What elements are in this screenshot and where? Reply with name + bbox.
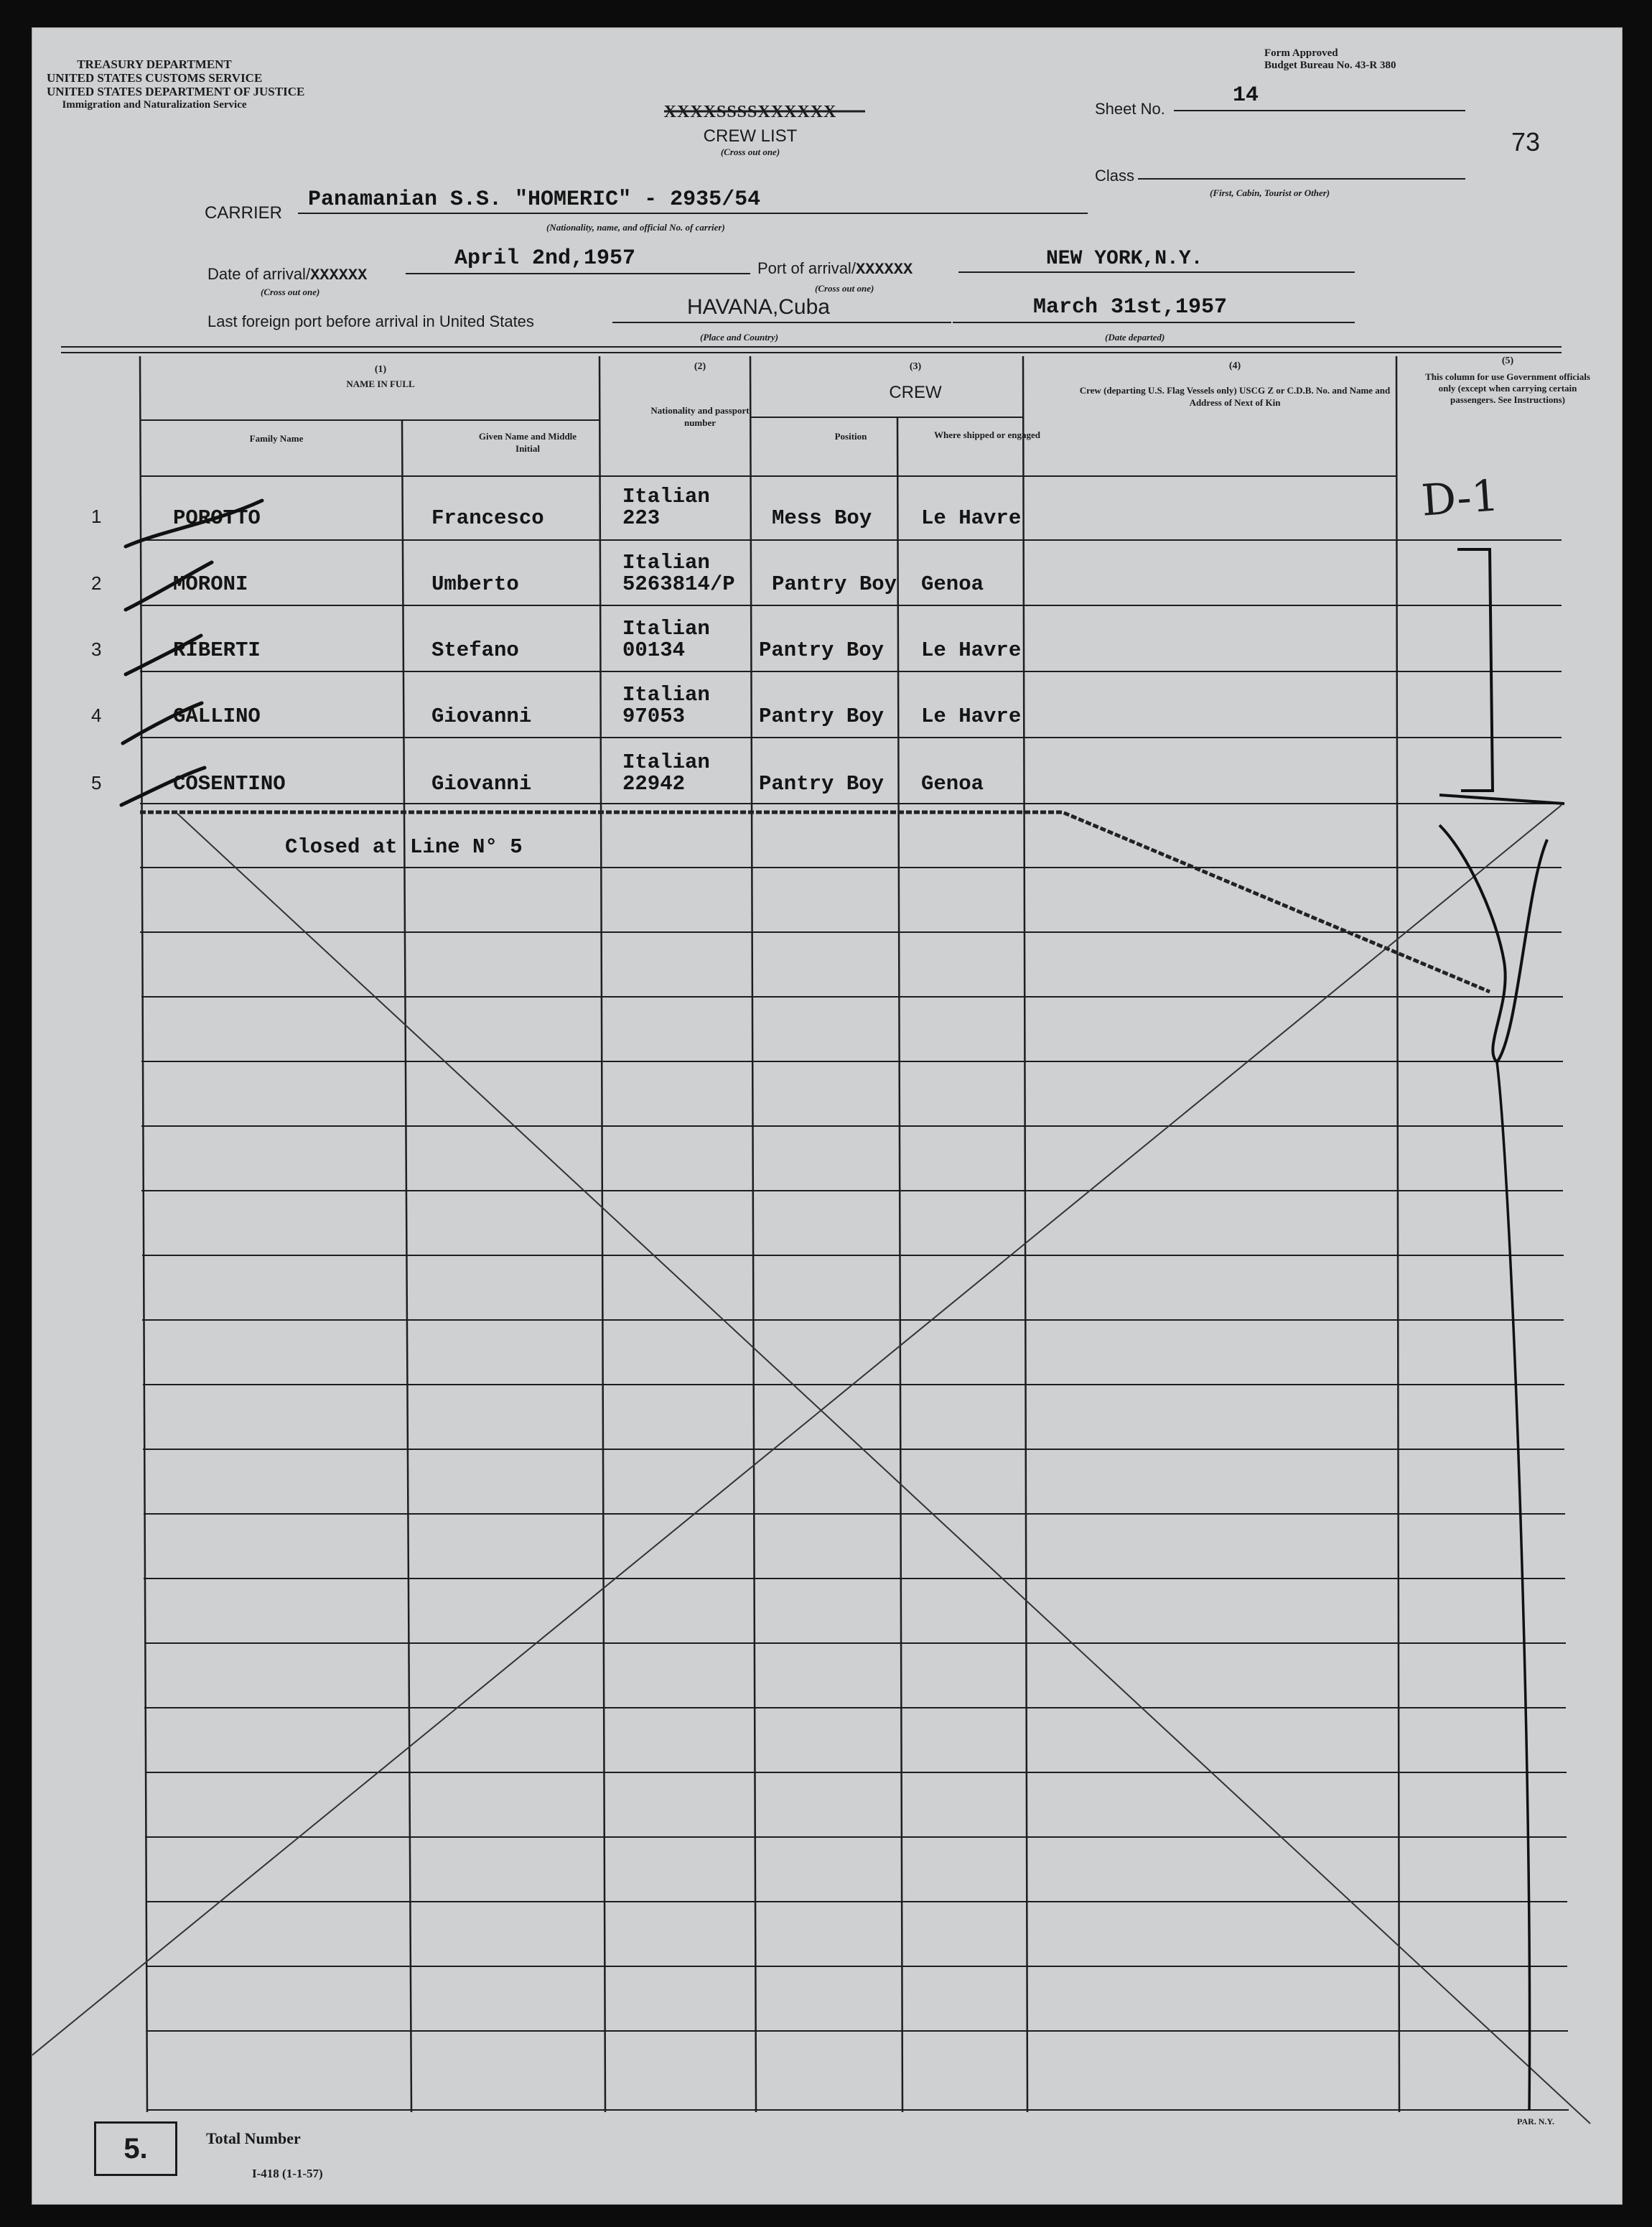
row-number-5: 5 xyxy=(91,772,102,794)
last-port-value: HAVANA,Cuba xyxy=(687,295,830,319)
col5-number: (5) xyxy=(1501,355,1514,366)
passport-1: 223 xyxy=(622,506,661,530)
col1-number: (1) xyxy=(374,364,387,375)
agency-line-2: UNITED STATES CUSTOMS SERVICE xyxy=(47,71,263,85)
row-number-3: 3 xyxy=(91,638,102,660)
cross-out-line-2 xyxy=(32,805,1562,2063)
where-3: Le Havre xyxy=(921,638,1022,662)
arrival-date: April 2nd,1957 xyxy=(454,246,636,271)
given-name-3: Stefano xyxy=(431,638,519,662)
bracket-mark xyxy=(1457,549,1493,791)
col1-title: NAME IN FULL xyxy=(346,378,415,389)
class-caption: (First, Cabin, Tourist or Other) xyxy=(1210,187,1330,198)
position-1: Mess Boy xyxy=(772,506,872,530)
col-line-kin xyxy=(1396,356,1399,2112)
where-2: Genoa xyxy=(921,572,984,596)
sheet-label: Sheet No. xyxy=(1095,100,1165,118)
last-port-label: Last foreign port before arrival in United States xyxy=(207,312,534,330)
col-line-given xyxy=(599,356,605,2112)
col5-title: This column for use Government officials only (except when carrying certain passengers. See Instructions) xyxy=(1425,371,1590,405)
family-name-5: COSENTINO xyxy=(173,772,286,796)
nationality-1: Italian xyxy=(622,485,710,508)
col3-title: CREW xyxy=(889,383,942,402)
printer-mark: PAR. N.Y. xyxy=(1517,2116,1555,2126)
col2-number: (2) xyxy=(694,361,706,372)
position-3: Pantry Boy xyxy=(759,638,885,662)
row-number-2: 2 xyxy=(91,572,102,594)
form-approved-line-1: Form Approved xyxy=(1264,47,1338,59)
crew-list-form xyxy=(32,27,1623,2205)
where-header: Where shipped or engaged xyxy=(934,429,1040,440)
position-2: Pantry Boy xyxy=(772,572,897,596)
date-departed: March 31st,1957 xyxy=(1033,295,1228,320)
given-name-header: Given Name and Middle Initial xyxy=(478,431,577,454)
date-label-text: Date of arrival/ xyxy=(207,265,311,283)
sheet-number: 14 xyxy=(1233,83,1259,108)
port-value: NEW YORK,N.Y. xyxy=(1046,248,1203,270)
row-number-1: 1 xyxy=(91,506,102,527)
family-name-3: RIBERTI xyxy=(173,638,261,662)
last-port-caption: (Place and Country) xyxy=(700,332,779,343)
handwritten-mark: D-1 xyxy=(1419,470,1501,526)
page-number: 73 xyxy=(1511,127,1541,157)
col4-number: (4) xyxy=(1228,361,1241,371)
form-number: I-418 (1-1-57) xyxy=(252,2167,323,2180)
carrier-value: Panamanian S.S. "HOMERIC" - 2935/54 xyxy=(308,187,761,212)
given-name-4: Giovanni xyxy=(431,705,532,728)
passport-4: 97053 xyxy=(622,705,686,728)
closed-at-line: Closed at Line N° 5 xyxy=(285,835,523,859)
agency-line-1: TREASURY DEPARTMENT xyxy=(77,57,232,71)
total-number-label: Total Number xyxy=(206,2129,301,2147)
position-4: Pantry Boy xyxy=(759,705,885,728)
total-number-box: 5. xyxy=(94,2121,177,2176)
where-5: Genoa xyxy=(921,772,984,796)
handwritten-vertical-line xyxy=(1497,1062,1530,2111)
where-1: Le Havre xyxy=(921,506,1022,530)
passport-5: 22942 xyxy=(622,772,686,796)
form-lines xyxy=(32,28,1622,2204)
col-line-left xyxy=(140,356,147,2112)
carrier-label: CARRIER xyxy=(205,203,283,223)
family-name-2: MORONI xyxy=(173,572,248,596)
col-line-family xyxy=(402,420,411,2112)
nationality-4: Italian xyxy=(622,683,710,707)
where-4: Le Havre xyxy=(921,705,1022,728)
passport-2: 5263814/P xyxy=(622,572,735,596)
date-label-note: (Cross out one) xyxy=(261,287,320,297)
date-departed-caption: (Date departed) xyxy=(1105,332,1165,343)
family-name-4: GALLINO xyxy=(173,705,261,728)
col-line-where xyxy=(1023,356,1027,2112)
col4-title: Crew (departing U.S. Flag Vessels only) USCG Z or C.D.B. No. and Name and Address of Next of Kin xyxy=(1079,385,1391,408)
date-label-struck: XXXXXX xyxy=(310,266,368,284)
class-label: Class xyxy=(1095,167,1135,185)
carrier-caption: (Nationality, name, and official No. of carrier) xyxy=(546,222,725,233)
closing-line xyxy=(140,812,1490,992)
family-name-1: POROTTO xyxy=(173,506,261,530)
given-name-1: Francesco xyxy=(431,506,544,530)
position-header: Position xyxy=(834,431,867,442)
family-name-header: Family Name xyxy=(249,433,304,444)
agency-line-3: UNITED STATES DEPARTMENT OF JUSTICE xyxy=(47,85,305,98)
cross-out-line-1 xyxy=(176,812,1590,2124)
passport-3: 00134 xyxy=(622,638,686,662)
given-name-5: Giovanni xyxy=(431,772,532,796)
col3-number: (3) xyxy=(909,361,922,372)
port-label-text: Port of arrival/ xyxy=(757,259,856,277)
nationality-2: Italian xyxy=(622,551,710,575)
port-label-struck: XXXXXX xyxy=(855,261,913,279)
col2-title: Nationality and passport number xyxy=(650,405,750,428)
list-title: CREW LIST xyxy=(703,126,798,146)
agency-line-4: Immigration and Naturalization Service xyxy=(62,99,247,111)
col-line-nationality xyxy=(750,356,756,2112)
struck-title: XXXXSSSSXXXXXX xyxy=(663,103,837,121)
row-number-4: 4 xyxy=(91,705,102,726)
row-lines xyxy=(140,540,1569,2110)
list-title-note: (Cross out one) xyxy=(720,147,780,157)
position-5: Pantry Boy xyxy=(759,772,885,796)
nationality-5: Italian xyxy=(622,750,710,774)
given-name-2: Umberto xyxy=(431,572,519,596)
form-approved-line-2: Budget Bureau No. 43-R 380 xyxy=(1264,60,1396,71)
port-label-note: (Cross out one) xyxy=(815,283,874,294)
nationality-3: Italian xyxy=(622,617,710,641)
bracket-tail xyxy=(1439,795,1564,804)
